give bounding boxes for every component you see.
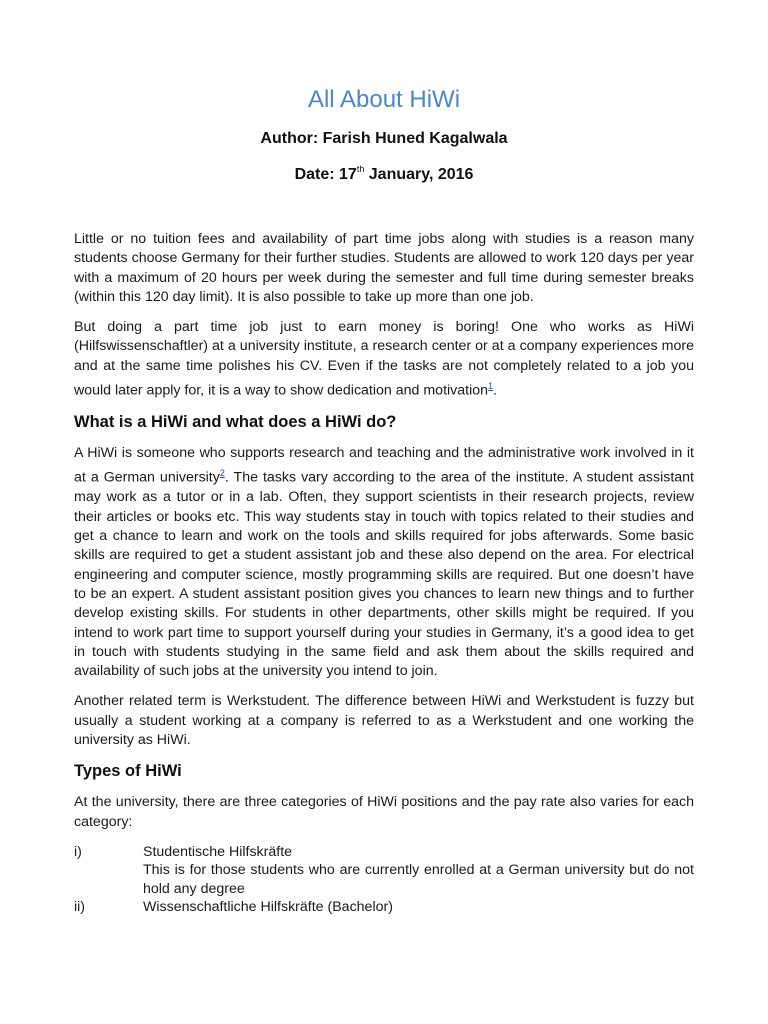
- section2-paragraph-1: At the university, there are three categories of HiWi positions and the pay rate also varies for each category:: [74, 794, 694, 830]
- section-heading-what-is-hiwi: What is a HiWi and what does a HiWi do?: [74, 413, 397, 432]
- document-title: All About HiWi: [307, 86, 461, 113]
- date-suffix: January, 2016: [364, 166, 474, 183]
- intro-paragraph-1: Little or no tuition fees and availability of part time jobs along with studies is a reason many students choose Germany for their further studies. Students are allowed to work 120 days per year with a maximum of 20 hours per week during the semester and full time during semester breaks (within this 120 day limit). It is also possible to take up more than one job.: [74, 231, 694, 305]
- section-heading-types-of-hiwi: Types of HiWi: [74, 762, 182, 781]
- section1-paragraph-1-rest: . The tasks vary according to the area of the institute. A student assistant may work as a tutor or in a lab. Often, they support scientists in their research projects, review their articles or books etc. This way students stay in touch with topics related to their studies and get a chance to learn and work on the tools and skills required for jobs afterwards. Some basic skills are required to get a student assistant job and these also depend on the area. For electrical engineering and computer science, mostly programming skills are required. But one doesn’t have to be an expert. A student assistant position gives you chances to learn new things and to further develop existing skills. For students in other departments, other skills might be required. If you intend to work part time to support yourself during your studies in Germany, it’s a good idea to get in touch with students studying in the same field and ask them about the skills required and availability of such jobs at the university you intend to join.: [74, 470, 694, 680]
- list-item: [74, 843, 694, 899]
- section1-paragraph-1: [74, 444, 694, 681]
- list-item-title: Studentische Hilfskräfte: [143, 843, 293, 860]
- hiwi-types-list: [74, 843, 694, 917]
- date-line: [0, 166, 768, 184]
- author-line: Author: Farish Huned Kagalwala: [260, 130, 508, 147]
- footnote-link-1[interactable]: 1: [488, 381, 494, 392]
- intro-paragraph-2: [74, 318, 694, 401]
- list-item-description: This is for those students who are currently enrolled at a German university but do not hold any degree: [143, 862, 694, 897]
- intro-paragraph-2-end: .: [493, 382, 497, 399]
- list-item-number: i): [74, 843, 82, 860]
- document-body: [74, 230, 694, 917]
- section1-paragraph-1-start: A HiWi is someone who supports research and teaching and the administrative work involved in it at a German university: [74, 445, 694, 487]
- intro-paragraph-2-text: But doing a part time job just to earn money is boring! One who works as HiWi (Hilfswissenschaftler) at a university institute, a research center or at a company experiences more and at the same time polishes his CV. Even if the tasks are not completely related to a job you would later apply for, it is a way to show dedication and motivation: [74, 319, 694, 399]
- footnote-link-2[interactable]: 2: [219, 468, 225, 479]
- date-superscript: th: [356, 164, 365, 174]
- list-item: [74, 898, 694, 917]
- list-item-number: ii): [74, 899, 86, 916]
- list-item-title: Wissenschaftliche Hilfskräfte (Bachelor): [143, 899, 393, 916]
- date-prefix: Date: 17: [294, 166, 357, 183]
- section1-paragraph-2: Another related term is Werkstudent. The difference between HiWi and Werkstudent is fuzzy but usually a student working at a company is referred to as a Werkstudent and one working the university as HiWi.: [74, 693, 694, 748]
